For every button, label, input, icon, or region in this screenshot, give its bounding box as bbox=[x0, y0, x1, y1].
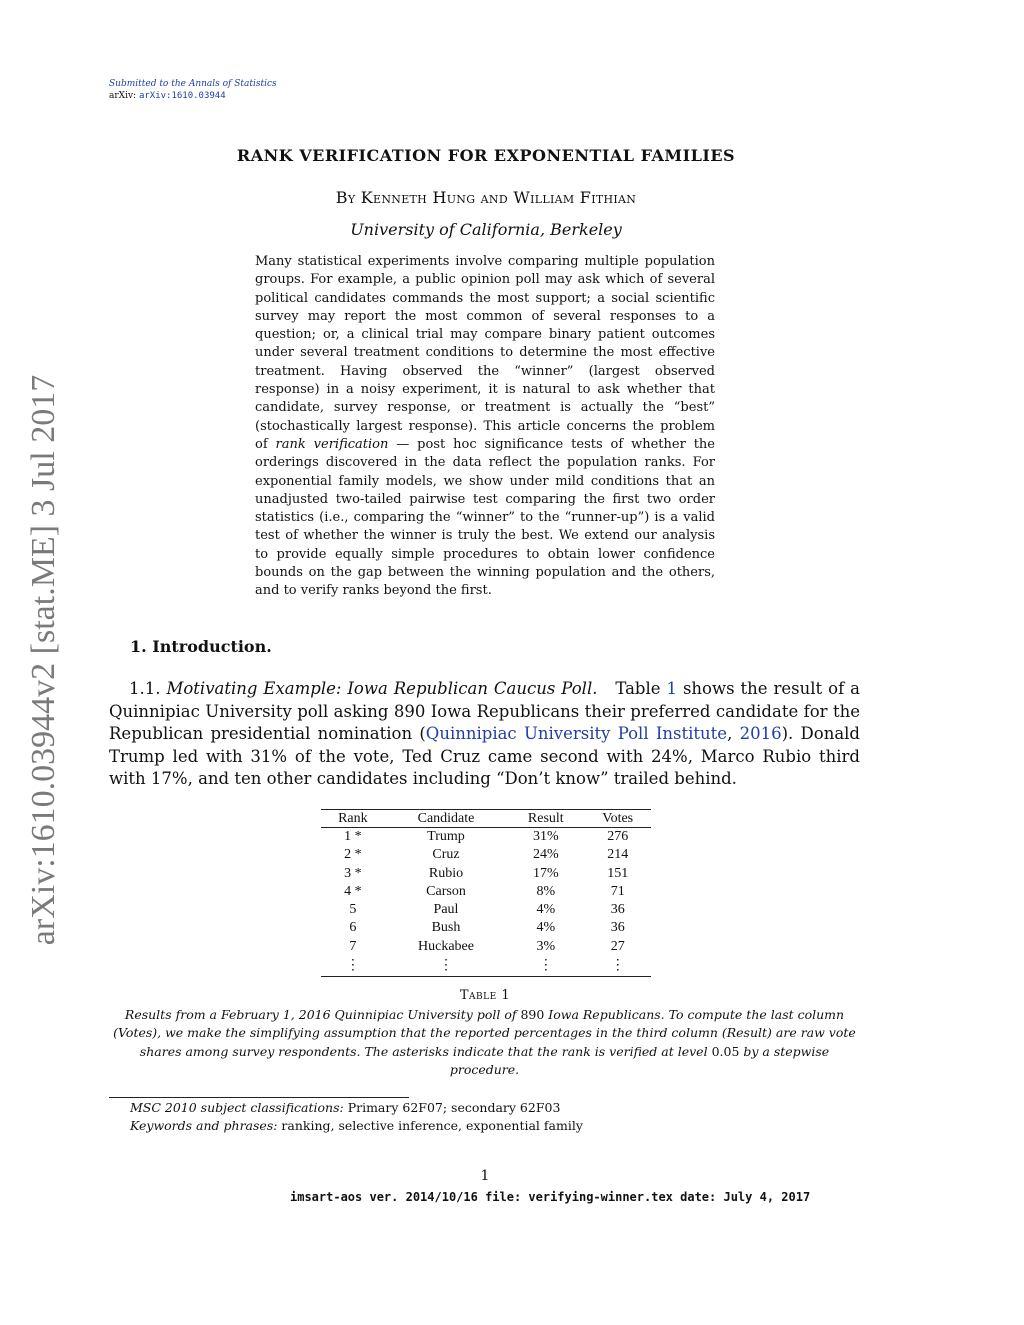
ellipsis: ⋮ bbox=[321, 956, 385, 977]
cell-votes: 151 bbox=[607, 865, 629, 881]
caption-part-a: Results from a February 1, 2016 Quinnipiac University poll of bbox=[124, 1007, 521, 1022]
arxiv-side-stamp-text: arXiv:1610.03944v2 [stat.ME] 3 Jul 2017 bbox=[25, 374, 62, 946]
cell-votes: 276 bbox=[607, 829, 629, 844]
table-row bbox=[321, 938, 651, 956]
col-header-candidate: Candidate bbox=[385, 810, 507, 828]
cell-votes: 214 bbox=[607, 847, 629, 863]
table-ellipsis-row bbox=[321, 956, 651, 977]
ellipsis: ⋮ bbox=[584, 956, 651, 977]
keywords-label: Keywords and phrases: bbox=[130, 1118, 278, 1133]
abstract-part-2: — post hoc significance tests of whether the orderings discovered in the data reflect the population ranks. For exponential family models, we show under mild conditions that an unadjusted two-tailed pairwise test comparing the first two order statistics (i.e., comparing the “winner” to the “runner-up”) is a valid test of whether the winner is truly the best. We extend our analysis to provide equally simple procedures to obtain lower confidence bounds on the gap between the winning population and the others, and to verify ranks beyond the first. bbox=[255, 436, 715, 599]
table-ref-link[interactable]: 1 bbox=[666, 679, 677, 698]
msc-value: Primary 62F07; secondary 62F03 bbox=[343, 1100, 561, 1115]
cell-result: 4% bbox=[536, 902, 556, 918]
intro-paragraph bbox=[109, 678, 860, 791]
cell-rank: 5 bbox=[349, 902, 357, 918]
keywords-footnote bbox=[130, 1117, 583, 1135]
citation-link[interactable]: Quinnipiac University Poll Institute bbox=[425, 724, 728, 744]
caption-number: 890 bbox=[520, 1007, 545, 1022]
intro-text-3: ). Donald Trump led with 31% of the vote, Ted Cruz came second with 24%, Marco Rubio third with 17%, and ten other candidates including “Don’t know” trailed behind. bbox=[109, 724, 860, 789]
results-table bbox=[321, 809, 651, 977]
cell-rank: 4 * bbox=[344, 883, 362, 899]
arxiv-side-stamp bbox=[16, 370, 72, 950]
section-heading: 1. Introduction. bbox=[130, 637, 272, 656]
cell-votes: 71 bbox=[610, 883, 625, 899]
cell-result: 31% bbox=[532, 829, 559, 844]
ellipsis: ⋮ bbox=[385, 956, 507, 977]
abstract-part-1: Many statistical experiments involve comparing multiple population groups. For example, a public opinion poll may ask which of several political candidates commands the most support; a social scientific survey may report the most common of several responses to a question; or, a clinical trial may compare binary patient outcomes under several treatment conditions to determine the most effective treatment. Having observed the “winner” (largest observed response) in a noisy experiment, it is natural to ask whether that candidate, survey response, or treatment is actually the “best” (stochastically largest response). This article concerns the problem of bbox=[255, 254, 715, 452]
cell-candidate: Paul bbox=[433, 902, 459, 918]
subsection-number: 1.1. bbox=[129, 679, 161, 698]
caption-part-c: by a stepwise procedure. bbox=[449, 1043, 830, 1078]
msc-label: MSC 2010 subject classifications: bbox=[130, 1100, 344, 1115]
cell-candidate: Rubio bbox=[428, 865, 464, 881]
table-row bbox=[321, 865, 651, 883]
col-header-votes: Votes bbox=[584, 810, 651, 828]
journal-header bbox=[109, 78, 277, 102]
footnote-rule bbox=[109, 1097, 409, 1098]
cell-result: 3% bbox=[536, 938, 556, 954]
paper-affiliation: University of California, Berkeley bbox=[350, 220, 622, 239]
cell-rank: 3 * bbox=[344, 865, 362, 881]
intro-text-2: shows the result of a Quinnipiac University poll asking 890 Iowa Republicans their preferred candidate for the Republican presidential nomination ( bbox=[109, 679, 860, 744]
table-row bbox=[321, 919, 651, 937]
table-row bbox=[321, 846, 651, 864]
cell-candidate: Huckabee bbox=[418, 938, 474, 954]
citation-year-link[interactable]: 2016 bbox=[739, 724, 782, 744]
citation-comma: , bbox=[727, 724, 740, 744]
paper-authors: By Kenneth Hung and William Fithian bbox=[335, 188, 637, 207]
cell-rank: 6 bbox=[349, 920, 357, 936]
ellipsis: ⋮ bbox=[507, 956, 584, 977]
subsection-title: Motivating Example: Iowa Republican Caucus Poll. bbox=[166, 679, 598, 698]
submitted-note: Submitted to the Annals of Statistics bbox=[109, 79, 277, 89]
msc-footnote bbox=[130, 1099, 560, 1117]
cell-rank: 2 * bbox=[344, 847, 362, 863]
cell-votes: 36 bbox=[610, 902, 625, 918]
cell-rank: 7 bbox=[349, 938, 357, 954]
arxiv-id-link[interactable]: arXiv:1610.03944 bbox=[138, 91, 226, 101]
caption-level: 0.05 bbox=[711, 1043, 740, 1059]
cell-candidate: Cruz bbox=[432, 847, 460, 863]
paper-title: RANK VERIFICATION FOR EXPONENTIAL FAMILIES bbox=[236, 146, 736, 165]
table-row bbox=[321, 901, 651, 919]
arxiv-line bbox=[109, 90, 277, 102]
arxiv-prefix: arXiv: bbox=[109, 91, 137, 101]
col-header-rank: Rank bbox=[321, 810, 385, 828]
footer-stamp: imsart-aos ver. 2014/10/16 file: verifying-winner.tex date: July 4, 2017 bbox=[290, 1190, 811, 1204]
cell-result: 4% bbox=[536, 920, 556, 936]
cell-candidate: Carson bbox=[426, 883, 466, 899]
col-header-result: Result bbox=[507, 810, 584, 828]
table-row bbox=[321, 828, 651, 847]
abstract-emphasis: rank verification bbox=[275, 436, 389, 452]
intro-text-1: Table bbox=[615, 679, 667, 698]
table-label: Table 1 bbox=[459, 988, 511, 1003]
cell-result: 24% bbox=[532, 847, 559, 863]
caption-part-b: Iowa Republicans. To compute the last column (Votes), we make the simplifying assumption that the reported percentages in the third column (Result) are raw vote shares among survey respondents. The asterisks indicate that the rank is verified at level bbox=[113, 1007, 856, 1059]
table-caption bbox=[109, 1006, 860, 1080]
cell-candidate: Bush bbox=[431, 920, 461, 936]
table-header-row bbox=[321, 810, 651, 828]
cell-result: 17% bbox=[532, 865, 559, 881]
cell-candidate: Trump bbox=[427, 829, 465, 844]
table-row bbox=[321, 883, 651, 901]
page-number: 1 bbox=[480, 1168, 490, 1184]
keywords-value: ranking, selective inference, exponential family bbox=[277, 1118, 583, 1133]
cell-result: 8% bbox=[536, 883, 556, 899]
abstract bbox=[255, 253, 715, 601]
cell-votes: 36 bbox=[610, 920, 625, 936]
cell-votes: 27 bbox=[610, 938, 625, 954]
cell-rank: 1 * bbox=[344, 829, 362, 844]
